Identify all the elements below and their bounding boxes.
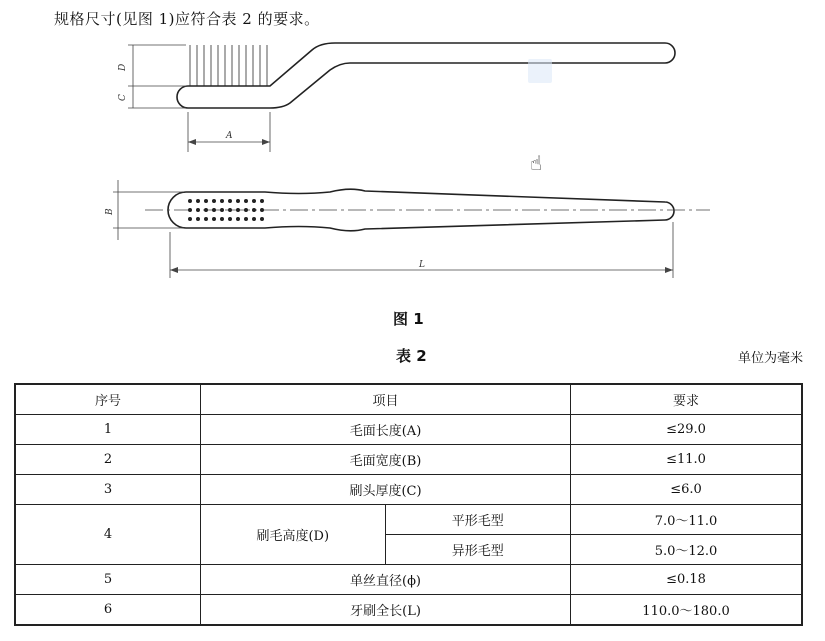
figure-caption: 图 1 [393,310,424,328]
row-req: 110.0～180.0 [571,595,802,626]
table-row [15,475,802,505]
dim-label-B: B [105,208,115,215]
watermark-badge [528,59,552,83]
row-item: 刷毛高度(D) [201,505,386,565]
arrowheads [170,139,673,273]
table-header-row [15,384,802,415]
row-no: 6 [15,595,201,626]
bristles-side-view [190,45,267,86]
handle-side-outline [177,43,675,108]
side-dimensions [128,45,270,152]
dim-label-D: D [118,63,128,71]
row-item: 毛面长度(A) [201,415,571,445]
row-item: 毛面宽度(B) [201,445,571,475]
table-row [15,595,802,626]
intro-text: 规格尺寸(见图 1)应符合表 2 的要求。 [54,10,320,28]
table-row [15,445,802,475]
row-no: 5 [15,565,201,595]
row-no: 1 [15,415,201,445]
table-row [15,505,802,535]
hand-cursor-icon: ☝ [530,151,543,175]
top-dimensions [113,180,673,278]
table-row [15,415,802,445]
table-row [15,565,802,595]
row-item: 刷头厚度(C) [201,475,571,505]
toothbrush-drawing [0,0,825,300]
dim-label-C: C [118,94,128,101]
spec-table [14,383,803,626]
row-item: 牙刷全长(L) [201,595,571,626]
header-no: 序号 [15,384,201,415]
row-no: 3 [15,475,201,505]
row-item: 单丝直径(ϕ) [201,565,571,595]
row-req: ≤6.0 [571,475,802,505]
unit-note: 单位为毫米 [737,351,803,366]
row-no: 2 [15,445,201,475]
row-req: 5.0～12.0 [571,535,802,565]
dim-label-A: A [226,131,233,141]
row-subitem: 平形毛型 [385,505,571,535]
header-item: 项目 [201,384,571,415]
row-req: ≤11.0 [571,445,802,475]
header-req: 要求 [571,384,802,415]
table-title: 表 2 [396,347,427,365]
dim-label-L: L [419,260,425,270]
row-req: ≤29.0 [571,415,802,445]
row-subitem: 异形毛型 [385,535,571,565]
row-no: 4 [15,505,201,565]
row-req: ≤0.18 [571,565,802,595]
row-req: 7.0～11.0 [571,505,802,535]
